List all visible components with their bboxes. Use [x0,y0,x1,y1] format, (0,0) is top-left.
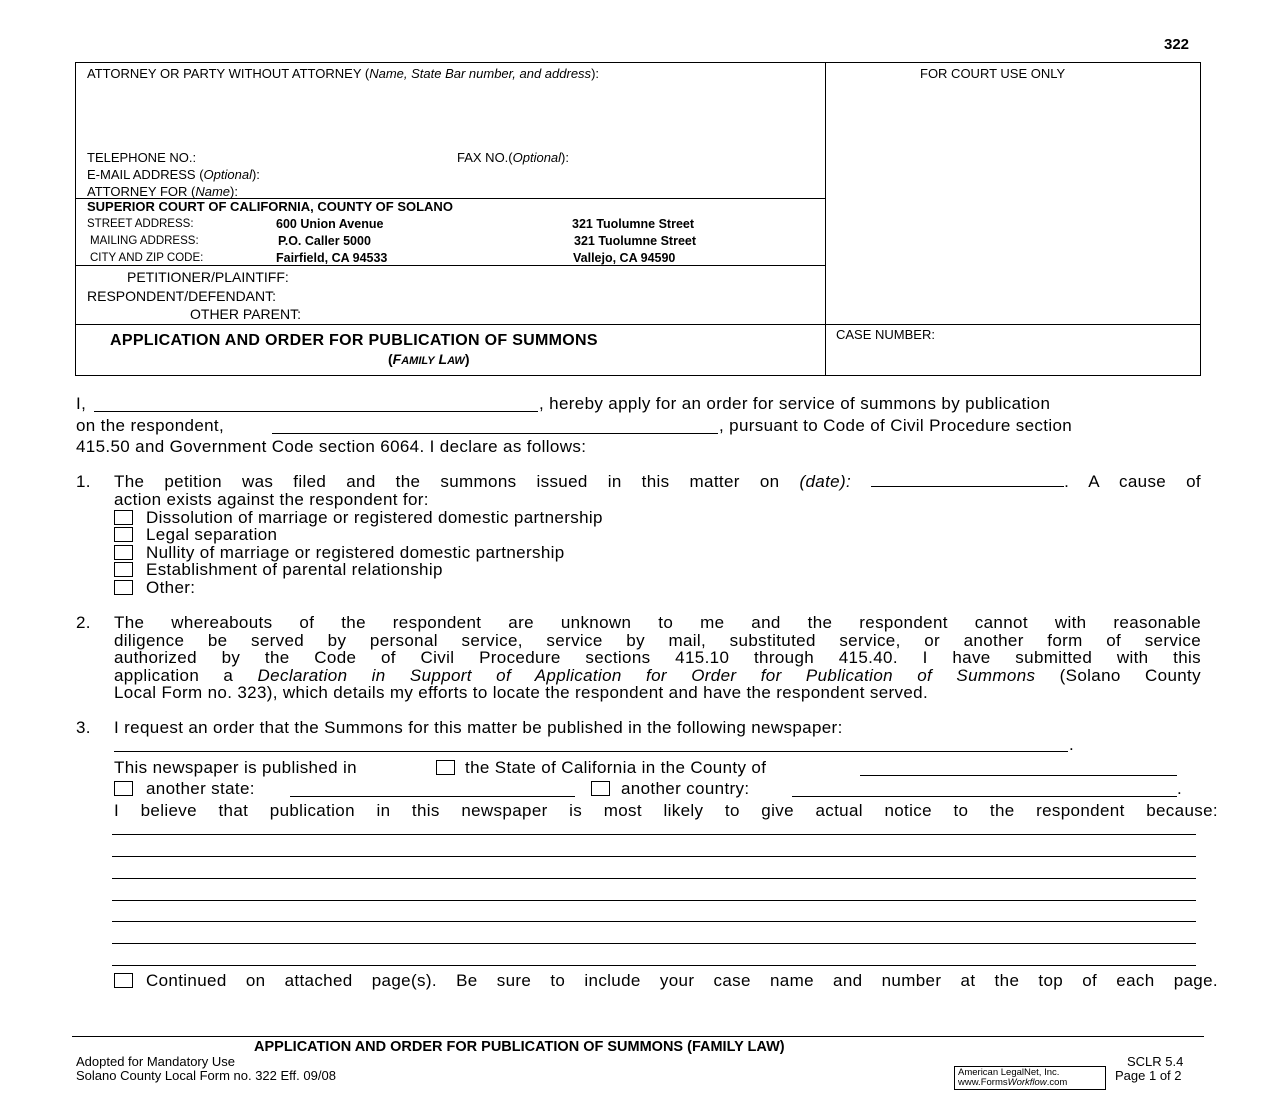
other-checkbox[interactable] [114,580,133,595]
legalnet-name: American LegalNet, Inc. [958,1067,1060,1078]
county-field[interactable] [860,775,1177,776]
another-country-checkbox[interactable] [591,781,610,796]
dissolution-checkbox[interactable] [114,510,133,525]
state-california-label: the State of California in the County of [465,758,767,777]
item2-number: 2. [76,613,91,632]
footer-local-form: Solano County Local Form no. 322 Eff. 09/08 [76,1068,336,1083]
another-state-field[interactable] [290,796,575,797]
legal-separation-checkbox[interactable] [114,527,133,542]
reason-line[interactable] [112,900,1196,901]
court-use-label: FOR COURT USE ONLY [920,66,1066,81]
nullity-checkbox[interactable] [114,545,133,560]
legal-separation-label: Legal separation [146,525,278,544]
intro-on-respondent: on the respondent, [76,416,225,435]
reason-line[interactable] [112,943,1196,944]
mailing-address-1: P.O. Caller 5000 [278,234,371,248]
item2-line2: diligence be served by personal service, service by mail, substituted service, or another form of service [114,631,1201,650]
intro-i: I, [76,394,87,413]
reason-line[interactable] [112,921,1196,922]
form-subtitle: (FAMILY LAW) [388,351,470,367]
newspaper-period: . [1069,735,1075,754]
street-label: STREET ADDRESS: [87,218,194,230]
item3-line1: I request an order that the Summons for this matter be published in the following newspaper: [114,718,843,737]
attorney-label: ATTORNEY OR PARTY WITHOUT ATTORNEY (Name, State Bar number, and address): [87,66,600,81]
fax-label: FAX NO.(Optional): [457,150,569,165]
reason-line[interactable] [112,834,1196,835]
item2-line5: Local Form no. 323), which details my efforts to locate the respondent and have the respondent served. [114,683,929,702]
footer-divider [72,1036,1204,1037]
city-zip-2: Vallejo, CA 94590 [573,251,676,265]
respondent-name-field[interactable] [272,433,718,434]
item1-line1: The petition was filed and the summons issued in this matter on (date): . A cause of [114,472,1201,491]
legalnet-badge [954,1066,1106,1090]
intro-code: 415.50 and Government Code section 6064. I declare as follows: [76,437,587,456]
respondent-label: RESPONDENT/DEFENDANT: [87,288,277,304]
attorney-for-label: ATTORNEY FOR (Name): [87,184,238,199]
form-title: APPLICATION AND ORDER FOR PUBLICATION OF SUMMONS [110,332,598,349]
parental-relationship-checkbox[interactable] [114,562,133,577]
newspaper-name-field[interactable] [114,751,1068,752]
footer-title: APPLICATION AND ORDER FOR PUBLICATION OF SUMMONS (FAMILY LAW) [254,1039,785,1055]
reason-line[interactable] [112,965,1196,966]
court-name: SUPERIOR COURT OF CALIFORNIA, COUNTY OF SOLANO [87,199,453,214]
city-zip-1: Fairfield, CA 94533 [276,251,388,265]
form-number: 322 [1164,36,1190,53]
another-state-checkbox[interactable] [114,781,133,796]
street-address-2: 321 Tuolumne Street [572,217,695,231]
item2-line3: authorized by the Code of Civil Procedure sections 415.10 through 415.40. I have submitted with this [114,648,1201,667]
case-number-label: CASE NUMBER: [836,327,935,342]
mailing-label: MAILING ADDRESS: [90,235,199,247]
another-country-label: another country: [621,779,750,798]
continued-label: Continued on attached page(s). Be sure to include your case name and number at the top of each page. [146,971,1218,990]
believe-label: I believe that publication in this newspaper is most likely to give actual notice to the respondent because: [114,801,1218,820]
parental-relationship-label: Establishment of parental relationship [146,560,443,579]
item3-number: 3. [76,718,91,737]
item1-number: 1. [76,472,91,491]
applicant-name-field[interactable] [94,411,538,412]
intro-apply: , hereby apply for an order for service of summons by publication [539,394,1051,413]
mailing-address-2: 321 Tuolumne Street [574,234,697,248]
petitioner-label: PETITIONER/PLAINTIFF: [127,269,289,285]
nullity-label: Nullity of marriage or registered domestic partnership [146,543,565,562]
item2-line4: application a Declaration in Support of Application for Order for Publication of Summons (Solano County [114,666,1201,685]
footer-sclr: SCLR 5.4 [1127,1054,1184,1069]
city-label: CITY AND ZIP CODE: [90,252,204,264]
another-country-field[interactable] [792,796,1177,797]
telephone-label: TELEPHONE NO.: [87,150,197,165]
reason-line[interactable] [112,878,1196,879]
email-label: E-MAIL ADDRESS (Optional): [87,167,260,182]
street-address-1: 600 Union Avenue [276,217,384,231]
country-period: . [1177,779,1183,798]
continued-checkbox[interactable] [114,973,133,988]
filing-date-field[interactable] [871,472,1064,487]
intro-pursuant: , pursuant to Code of Civil Procedure section [719,416,1073,435]
other-label: Other: [146,578,196,597]
dissolution-label: Dissolution of marriage or registered domestic partnership [146,508,603,527]
item2-line1: The whereabouts of the respondent are unknown to me and the respondent cannot with reasonable [114,613,1201,632]
reason-line[interactable] [112,856,1196,857]
legalnet-url: www.FormsWorkflow.com [958,1077,1068,1088]
state-california-checkbox[interactable] [436,760,455,775]
published-in-label: This newspaper is published in [114,758,357,777]
other-parent-label: OTHER PARENT: [190,306,301,322]
footer-page: Page 1 of 2 [1115,1068,1182,1083]
footer-adopted: Adopted for Mandatory Use [76,1054,235,1069]
another-state-label: another state: [146,779,255,798]
item1-line2: action exists against the respondent for: [114,490,429,509]
